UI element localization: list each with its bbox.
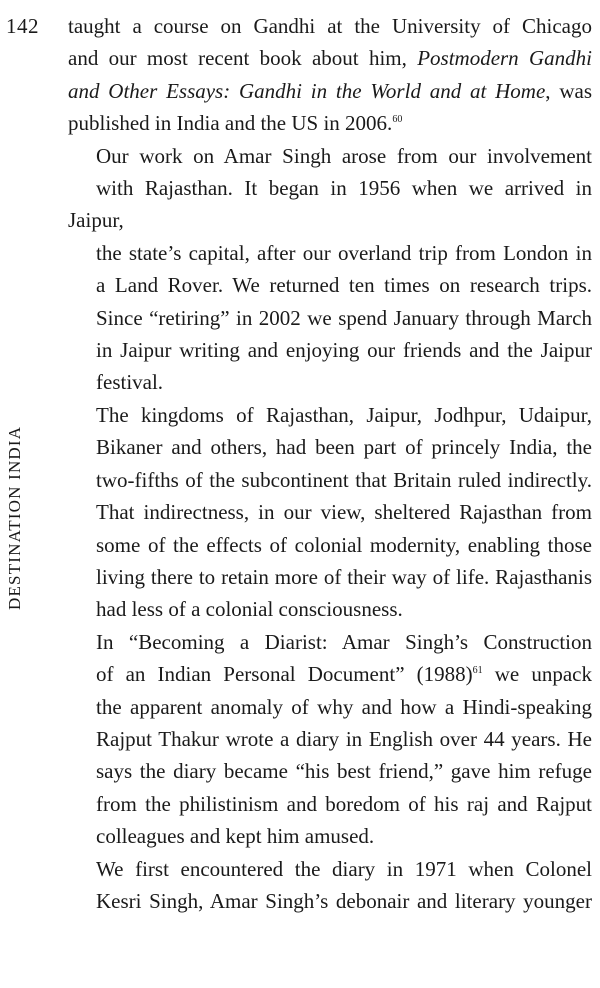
text-run: published in India and the US in 2006. — [68, 111, 393, 136]
text-line — [68, 140, 592, 172]
text-line — [68, 237, 592, 269]
text-line — [68, 75, 592, 107]
text-line — [68, 691, 592, 723]
text-line — [68, 431, 592, 463]
text-run: festival. — [96, 370, 164, 395]
text-run: The kingdoms of Rajasthan, Jaipur, Jodhpur, Udaipur, — [96, 402, 592, 427]
text-line — [68, 626, 592, 658]
text-run: Kesri Singh, Amar Singh’s debonair and literary younger — [96, 888, 592, 913]
text-run: In “Becoming a Diarist: Amar Singh’s Construction — [96, 629, 592, 654]
text-run: colleagues and kept him amused. — [96, 824, 375, 849]
text-run: the state’s capital, after our overland trip from London in — [96, 240, 592, 265]
text-line — [68, 334, 592, 366]
text-line — [68, 853, 592, 885]
text-run: the apparent anomaly of why and how a Hindi-speaking — [96, 694, 592, 719]
text-line — [68, 464, 592, 496]
text-line — [68, 302, 592, 334]
text-run: , was — [545, 78, 592, 103]
text-line — [68, 755, 592, 787]
text-run: Since “retiring” in 2002 we spend January through March — [96, 305, 592, 330]
text-line — [68, 496, 592, 528]
text-run: of an Indian Personal Document” (1988) — [96, 662, 473, 687]
text-run: Rajput Thakur wrote a diary in English over 44 years. He — [96, 726, 592, 751]
text-run: We first encountered the diary in 1971 when Colonel — [96, 856, 592, 881]
text-run: from the philistinism and boredom of his raj and Rajput — [96, 791, 592, 816]
text-line — [68, 399, 592, 431]
text-line — [68, 658, 592, 690]
text-run: says the diary became “his best friend,” gave him refuge — [96, 759, 592, 784]
paragraph — [68, 10, 592, 140]
footnote-ref: 60 — [392, 114, 403, 126]
text-line — [68, 788, 592, 820]
text-run: Bikaner and others, had been part of princely India, the — [96, 435, 592, 460]
text-line — [68, 561, 592, 593]
text-line — [68, 269, 592, 301]
running-head: DESTINATION INDIA — [5, 425, 24, 611]
text-run: two-fifths of the subcontinent that Britain ruled indirectly. — [96, 467, 592, 492]
body-text — [68, 10, 592, 917]
text-line — [68, 723, 592, 755]
text-run: had less of a colonial consciousness. — [96, 597, 403, 622]
text-line — [68, 42, 592, 74]
text-run: Our work on Amar Singh arose from our involvement — [96, 143, 592, 168]
paragraph — [68, 140, 592, 399]
text-line — [68, 593, 592, 625]
text-line — [68, 366, 592, 398]
text-line — [68, 820, 592, 852]
text-run: taught a course on Gandhi at the University of Chicago — [68, 14, 592, 38]
page-number: 142 — [6, 14, 39, 38]
text-run: a Land Rover. We returned ten times on research trips. — [96, 273, 592, 298]
text-line — [68, 529, 592, 561]
italic-title: Postmodern Gandhi — [417, 46, 592, 71]
text-line — [68, 885, 592, 917]
text-line — [68, 172, 592, 237]
paragraph — [68, 626, 592, 853]
text-run: we unpack — [482, 662, 592, 687]
paragraph — [68, 853, 592, 918]
text-run: in Jaipur writing and enjoying our friends and the Jaipur — [96, 338, 592, 363]
text-run: with Rajasthan. It began in 1956 when we arrived in Jaipur, — [68, 176, 592, 233]
text-run: living there to retain more of their way of life. Rajasthanis — [96, 564, 592, 589]
text-line — [68, 107, 592, 139]
paragraph — [68, 399, 592, 626]
text-run: and our most recent book about him, — [68, 46, 418, 71]
text-run: some of the effects of colonial modernity, enabling those — [96, 532, 592, 557]
text-run: That indirectness, in our view, sheltered Rajasthan from — [96, 500, 592, 525]
text-line — [68, 10, 592, 42]
italic-title: and Other Essays: Gandhi in the World and at Home — [68, 78, 546, 103]
footnote-ref: 61 — [472, 665, 483, 677]
